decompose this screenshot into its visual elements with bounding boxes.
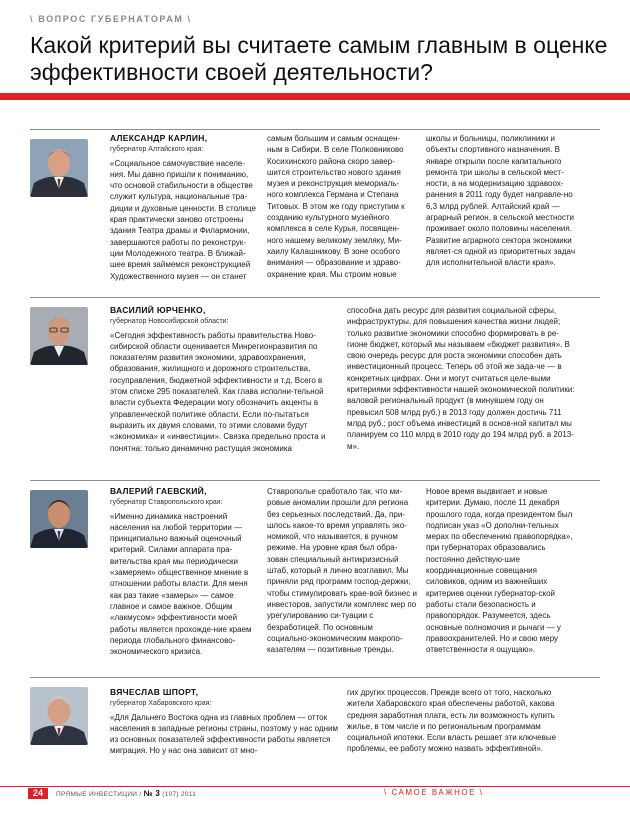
portrait-photo	[30, 687, 88, 745]
page-number: 24	[28, 788, 48, 799]
article-column-2	[347, 305, 576, 452]
article-column-1	[110, 687, 338, 757]
article-column-1	[110, 133, 258, 282]
issue-number: № 3	[143, 789, 161, 798]
governor-position: губернатор Новосибирской области:	[110, 318, 229, 326]
governor-position: губернатор Ставропольского края:	[110, 499, 223, 507]
footer-section-label: \ САМОЕ ВАЖНОЕ \	[384, 788, 484, 797]
governor-position: губернатор Алтайского края:	[110, 146, 204, 154]
portrait-photo	[30, 307, 88, 365]
governor-position: губернатор Хабаровского края:	[110, 700, 212, 708]
issue-year: (107) 2011	[160, 791, 197, 798]
quote-text: способна дать ресурс для развития социальной сферы, инфраструктуры, для повышения качества жизни людей; только развитие экономики способно формировать в ре-гионе бюджет, который мы называем «бюджет развития». В свою очередь ресурс для роста экономики способен дать инвестиционный процесс. Теперь об этой же зада-че — в конкретных цифрах. Они и могут считаться целе-выми критериями эффективности нашей экономической политики: валовой региональный продукт (в минувшем году он превысил 508 млрд руб.) в 2013 году должен достичь 711 млрд руб.; рост объема инвестиций в основ-ной капитал мы планируем со 110 млрд в 2010 году до 194 млрд руб. в 2013-м».	[347, 306, 575, 451]
quote-text: школы и больницы, поликлиники и объекты спортивного назначения. В январе открыли после капитального ремонта три школы в сельской мест-ности, а на модернизацию здравоох-ранения в 2011 году будет направле-но 6,3 млрд рублей. Алтайский край — аграрный регион, в сельской местности проживает около половины населения. Развитие аграрного сектора экономики являет-ся одной из приоритетных задач для исполнительной власти края».	[426, 134, 575, 268]
magazine-issue	[56, 789, 196, 798]
article-column-3	[426, 133, 576, 269]
quote-text: «Для Дальнего Востока одна из главных проблем — отток населения в западные регионы страны, поэтому у нас одним из основных показателей эффективности работы является миграция. Но у нас она зависит от мно-	[110, 712, 338, 756]
quote-text: Новое время выдвигает и новые критерии. Думаю, после 11 декабря прошлого года, когда президентом был подписан указ «О дополни-тельных мерах по обеспечению правопорядка», при губернаторах образовались постоянно действую-шие координационные совещания силовиков, одним из важнейших критериев оценки губернатор-ской работы стали безопасность и правопорядок. Разумеется, здесь основные полномочия и рычаги — у правоохранителей. Но и свою меру ответственности я ощущаю».	[426, 487, 573, 655]
quote-text: «Именно динамика настроений населения на любой территории — принципиально важный оценочный критерий. Силами аппарата пра-вительства края мы периодически «замеряем» общественное мнение в отношении работы власти. Для меня как раз такие «замеры» — самое главное и самое важное. Общим «лакмусом» эффективности моей работы является прохожде-ние краем периода глобального финансово-экономического кризиса.	[110, 511, 252, 657]
governor-section-yurchenko	[30, 297, 600, 477]
portrait-photo	[30, 139, 88, 197]
governor-section-gaevsky	[30, 480, 600, 675]
title-red-bar	[0, 93, 630, 100]
article-column-1	[110, 486, 258, 657]
governor-name: ВАСИЛИЙ ЮРЧЕНКО,	[110, 305, 206, 315]
magazine-name: ПРЯМЫЕ ИНВЕСТИЦИИ /	[56, 791, 144, 798]
quote-text: гих других процессов. Прежде всего от того, насколько жители Хабаровского края обеспечены работой, какова средняя заработная плата, есть ли возможность купить жилье, в том числе и по региональным программам социальной ипотеки. Если власть решает эти ключевые проблемы, ее работу можно назвать эффективной».	[347, 688, 557, 754]
portrait-photo	[30, 490, 88, 548]
quote-text: «Социальное самочувствие населе-ния. Мы давно пришли к пониманию, что основой стабильности в обществе служит культура, национальные тра-диции и духовные ценности. В столице края практически заново отстроены здания Театра драмы и Филармонии, завершаются работы по реконструк-ции Молодежного театра. В ближай-шее время займемся реконструкцией Художественного музея — он станет	[110, 158, 256, 281]
article-column-3	[426, 486, 576, 655]
article-column-1	[110, 305, 338, 454]
governor-name: АЛЕКСАНДР КАРЛИН,	[110, 133, 208, 143]
quote-text: «Сегодня эффективность работы правительства Ново-сибирской области оценивается Минрегионразвития по показателям развития экономики, здравоохранения, образования, жилищного и дорожного строительства, госуправления, бюджетной эффективности и т.д. Всего в этом списке 295 показателей. Как глава исполни-тельной власти субъекта Федерации могу обозначить акценты в управленческой политике области. Если по-пытаться выразить их двумя словами, то этими словами будут «экономика» и «инвестиции». Связка предельно проста и понятна: только динамично растущая экономика	[110, 330, 326, 453]
article-column-2	[267, 486, 417, 655]
quote-text: Ставрополье сработало так, что ми-ровые аномалии прошли для региона без серьезных последствий. Да, при-шлось какое-то время управлять эко-номикой, что называется, в ручном режиме. На уровне края был обра-зован специальный антикризисный штаб, который я лично возглавил. Мы приняли ряд программ господ-держки, чтобы стимулировать крае-вой бизнес и инвесторов, запустили комплекс мер по урегулированию си-туации с безработицей. По основным социально-экономическим макропо-казателям — позитивные тренды.	[267, 487, 417, 655]
footer-rule	[0, 786, 630, 787]
article-column-2	[267, 133, 415, 280]
governor-section-karlin	[30, 129, 600, 289]
article-column-2	[347, 687, 576, 755]
section-label: \ ВОПРОС ГУБЕРНАТОРАМ \	[30, 14, 192, 24]
quote-text: самым большим и самым оснащен-ным в Сибири. В селе Полковниково Косихинского района скоро завер-шится строительство нового здания музея и реконструкция мемориаль-ного комплекса Германа и Степана Титовых. В этом же году приступим к созданию культурного музейного комплекса в селе Курья, посвящен-ного нашему великому земляку, Ми-хаилу Калашникову. В зоне особого внимания — образование и здраво-охранение края. Мы строим новые	[267, 134, 405, 279]
governor-name: ВАЛЕРИЙ ГАЕВСКИЙ,	[110, 486, 207, 496]
governor-name: ВЯЧЕСЛАВ ШПОРТ,	[110, 687, 199, 697]
page-title: Какой критерий вы считаете самым главным в оценке эффективности своей деятельности?	[30, 32, 608, 85]
governor-section-shport	[30, 677, 600, 777]
